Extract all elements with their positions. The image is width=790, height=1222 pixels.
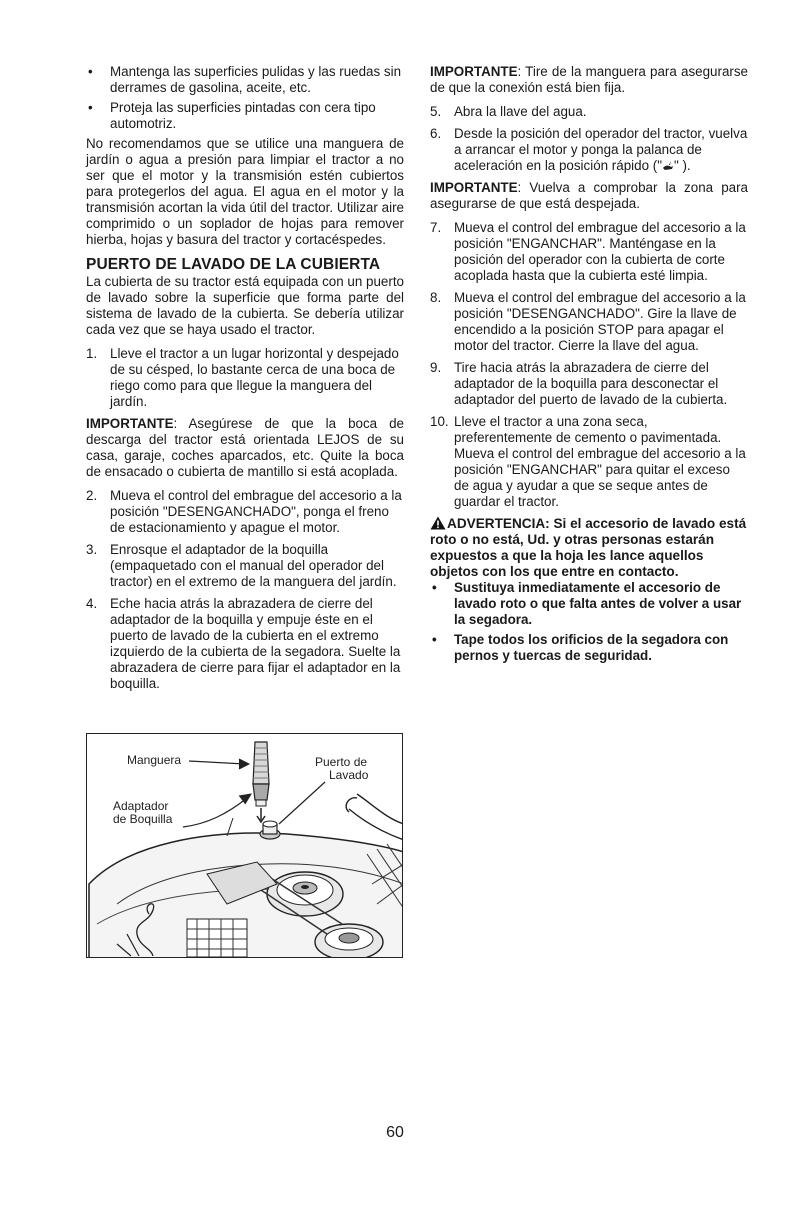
important-note-1: [86, 416, 404, 480]
step-text: Eche hacia atrás la abrazadera de cierre del adaptador de la boquilla y empuje éste en el puerto de lavado de la cubierta en el extremo izquierdo de la cubierta de la segadora. Suelte la abrazadera de cierre para fijar el adaptador en la boquilla.: [110, 596, 401, 691]
warning-triangle-icon: [430, 516, 446, 530]
left-column: [86, 64, 404, 698]
lift-arm: [349, 794, 403, 840]
pulley-left: [267, 872, 343, 916]
label-hose: Manguera: [127, 753, 182, 767]
right-column: [430, 64, 748, 668]
pulley-right: [315, 924, 383, 958]
wash-port-illustration: [86, 733, 403, 958]
important-label: IMPORTANTE: [430, 64, 518, 79]
label-port: [315, 756, 368, 782]
label-adapter: [113, 800, 172, 826]
step-text: Enrosque el adaptador de la boquilla (empaquetado con el manual del operador del tractor) en el extremo de la manguera del jardín.: [110, 542, 397, 589]
step-number: 2.: [86, 488, 98, 503]
list-item: [430, 220, 748, 284]
list-item: [430, 360, 748, 408]
step-number: 10.: [430, 414, 449, 429]
warning-heading: [430, 516, 748, 580]
step-text: Mueva el control del embrague del accesorio a la posición "ENGANCHAR". Manténgase en la posición del operador con la cubierta de corte acoplada hasta que la cubierta esté limpia.: [454, 220, 746, 283]
label-port-line2: Lavado: [329, 768, 369, 782]
list-item: • Sustituya inmediatamente el accesorio de lavado roto o que falta antes de volver a usar la segadora.: [430, 580, 748, 628]
label-adapter-line2: de Boquilla: [113, 812, 173, 826]
leader-hose-arrow: [239, 759, 249, 769]
care-bullets: [86, 64, 404, 132]
list-item: [430, 414, 748, 510]
important-text: : Asegúrese de que la boca de descarga del tractor está orientada LEJOS de su casa, garaje, coches aparcados, etc. Quite la boca de ensacado o cubierta de mantillo si está acoplada.: [86, 416, 404, 479]
step-number: 5.: [430, 104, 442, 119]
step-text: Mueva el control del embrague del accesorio a la posición "DESENGANCHADO", ponga el freno de estacionamiento y apague el motor.: [110, 488, 402, 535]
step-number: 7.: [430, 220, 442, 235]
list-item: [86, 542, 404, 590]
step-text: Mueva el control del embrague del accesorio a la posición "DESENGANCHADO". Gire la llave de encendido a la posición STOP para apagar el motor del tractor. Cierre la llave del agua.: [454, 290, 746, 353]
list-item: [86, 346, 404, 410]
page-number: 60: [386, 1124, 404, 1141]
lift-hook: [346, 798, 357, 812]
wash-port: [260, 821, 280, 839]
step-number: 1.: [86, 346, 98, 361]
list-item: [86, 596, 404, 692]
steps-list-3: [430, 104, 748, 174]
section-paragraph: La cubierta de su tractor está equipada con un puerto de lavado sobre la superficie que forma parte del sistema de lavado de la cubierta. Se debería utilizar cada vez que se haya usado el tractor.: [86, 274, 404, 337]
important-note-2: [430, 64, 748, 96]
list-item: • Proteja las superficies pintadas con cera tipo automotriz.: [86, 100, 404, 132]
steps-list-2: [86, 488, 404, 692]
step-number: 3.: [86, 542, 98, 557]
list-item: [430, 290, 748, 354]
list-item: • Mantenga las superficies pulidas y las ruedas sin derrames de gasolina, aceite, etc.: [86, 64, 404, 96]
insert-arrow: [257, 808, 265, 822]
leader-adapter: [183, 798, 247, 827]
nozzle-adapter: [253, 784, 269, 806]
leader-port: [279, 782, 325, 824]
important-text: : Tire de la manguera para asegurarse de que la conexión está bien fija.: [430, 64, 748, 95]
garden-hose: [253, 742, 269, 784]
step-text: Lleve el tractor a un lugar horizontal y despejado de su césped, lo bastante cerca de una boca de riego como para que llegue la manguera del jardín.: [110, 346, 399, 409]
important-label: IMPORTANTE: [430, 180, 518, 195]
label-adapter-line1: Adaptador: [113, 799, 169, 813]
step-text: Lleve el tractor a una zona seca, preferentemente de cemento o pavimentada. Mueva el control del embrague del accesorio a la posición "ENGANCHAR" para quitar el exceso de agua y ayudar a que se seque antes de guardar el tractor.: [454, 414, 746, 509]
warning-bullets: [430, 580, 748, 664]
list-item: [430, 104, 748, 120]
section-heading: PUERTO DE LAVADO DE LA CUBIERTA: [86, 256, 381, 273]
rabbit-fast-icon: [662, 160, 674, 172]
important-text: : Vuelva a comprobar la zona para asegurarse de que está despejada.: [430, 180, 748, 211]
list-item: [86, 488, 404, 536]
step-text-end: " ).: [673, 158, 691, 173]
list-item: [430, 126, 748, 174]
list-item: • Tape todos los orificios de la segadora con pernos y tuercas de seguridad.: [430, 632, 748, 664]
step-text: Desde la posición del operador del tractor, vuelva a arrancar el motor y ponga la palanca de aceleración en la posición rápido (": [454, 126, 748, 173]
step-number: 8.: [430, 290, 442, 305]
steps-list-1: [86, 346, 404, 410]
step-text: Abra la llave del agua.: [454, 104, 587, 119]
step-number: 6.: [430, 126, 442, 141]
step-number: 9.: [430, 360, 442, 375]
important-label: IMPORTANTE: [86, 416, 174, 431]
steps-list-4: [430, 220, 748, 510]
leader-hose: [189, 761, 245, 764]
step-number: 4.: [86, 596, 98, 611]
important-note-3: [430, 180, 748, 212]
intro-paragraph: No recomendamos que se utilice una manguera de jardín o agua a presión para limpiar el tractor a no ser que el motor y la transmisión estén cubiertos para protegerlos del agua. El agua en el motor y la transmisión acortan la vida útil del tractor. Utilizar aire comprimido o un soplador de hojas para remover hierba, hojas y basura del tractor y cortacéspedes.: [86, 136, 404, 247]
warning-text: ADVERTENCIA: Si el accesorio de lavado está roto o no está, Ud. y otras personas estarán expuestos a que la hoja les lance aquellos objetos con los que entre en contacto.: [430, 516, 747, 579]
hatched-spindle: [187, 919, 247, 957]
label-port-line1: Puerto de: [315, 755, 368, 769]
step-text: Tire hacia atrás la abrazadera de cierre del adaptador de la boquilla para desconectar el adaptador del puerto de lavado de la cubierta.: [454, 360, 728, 407]
